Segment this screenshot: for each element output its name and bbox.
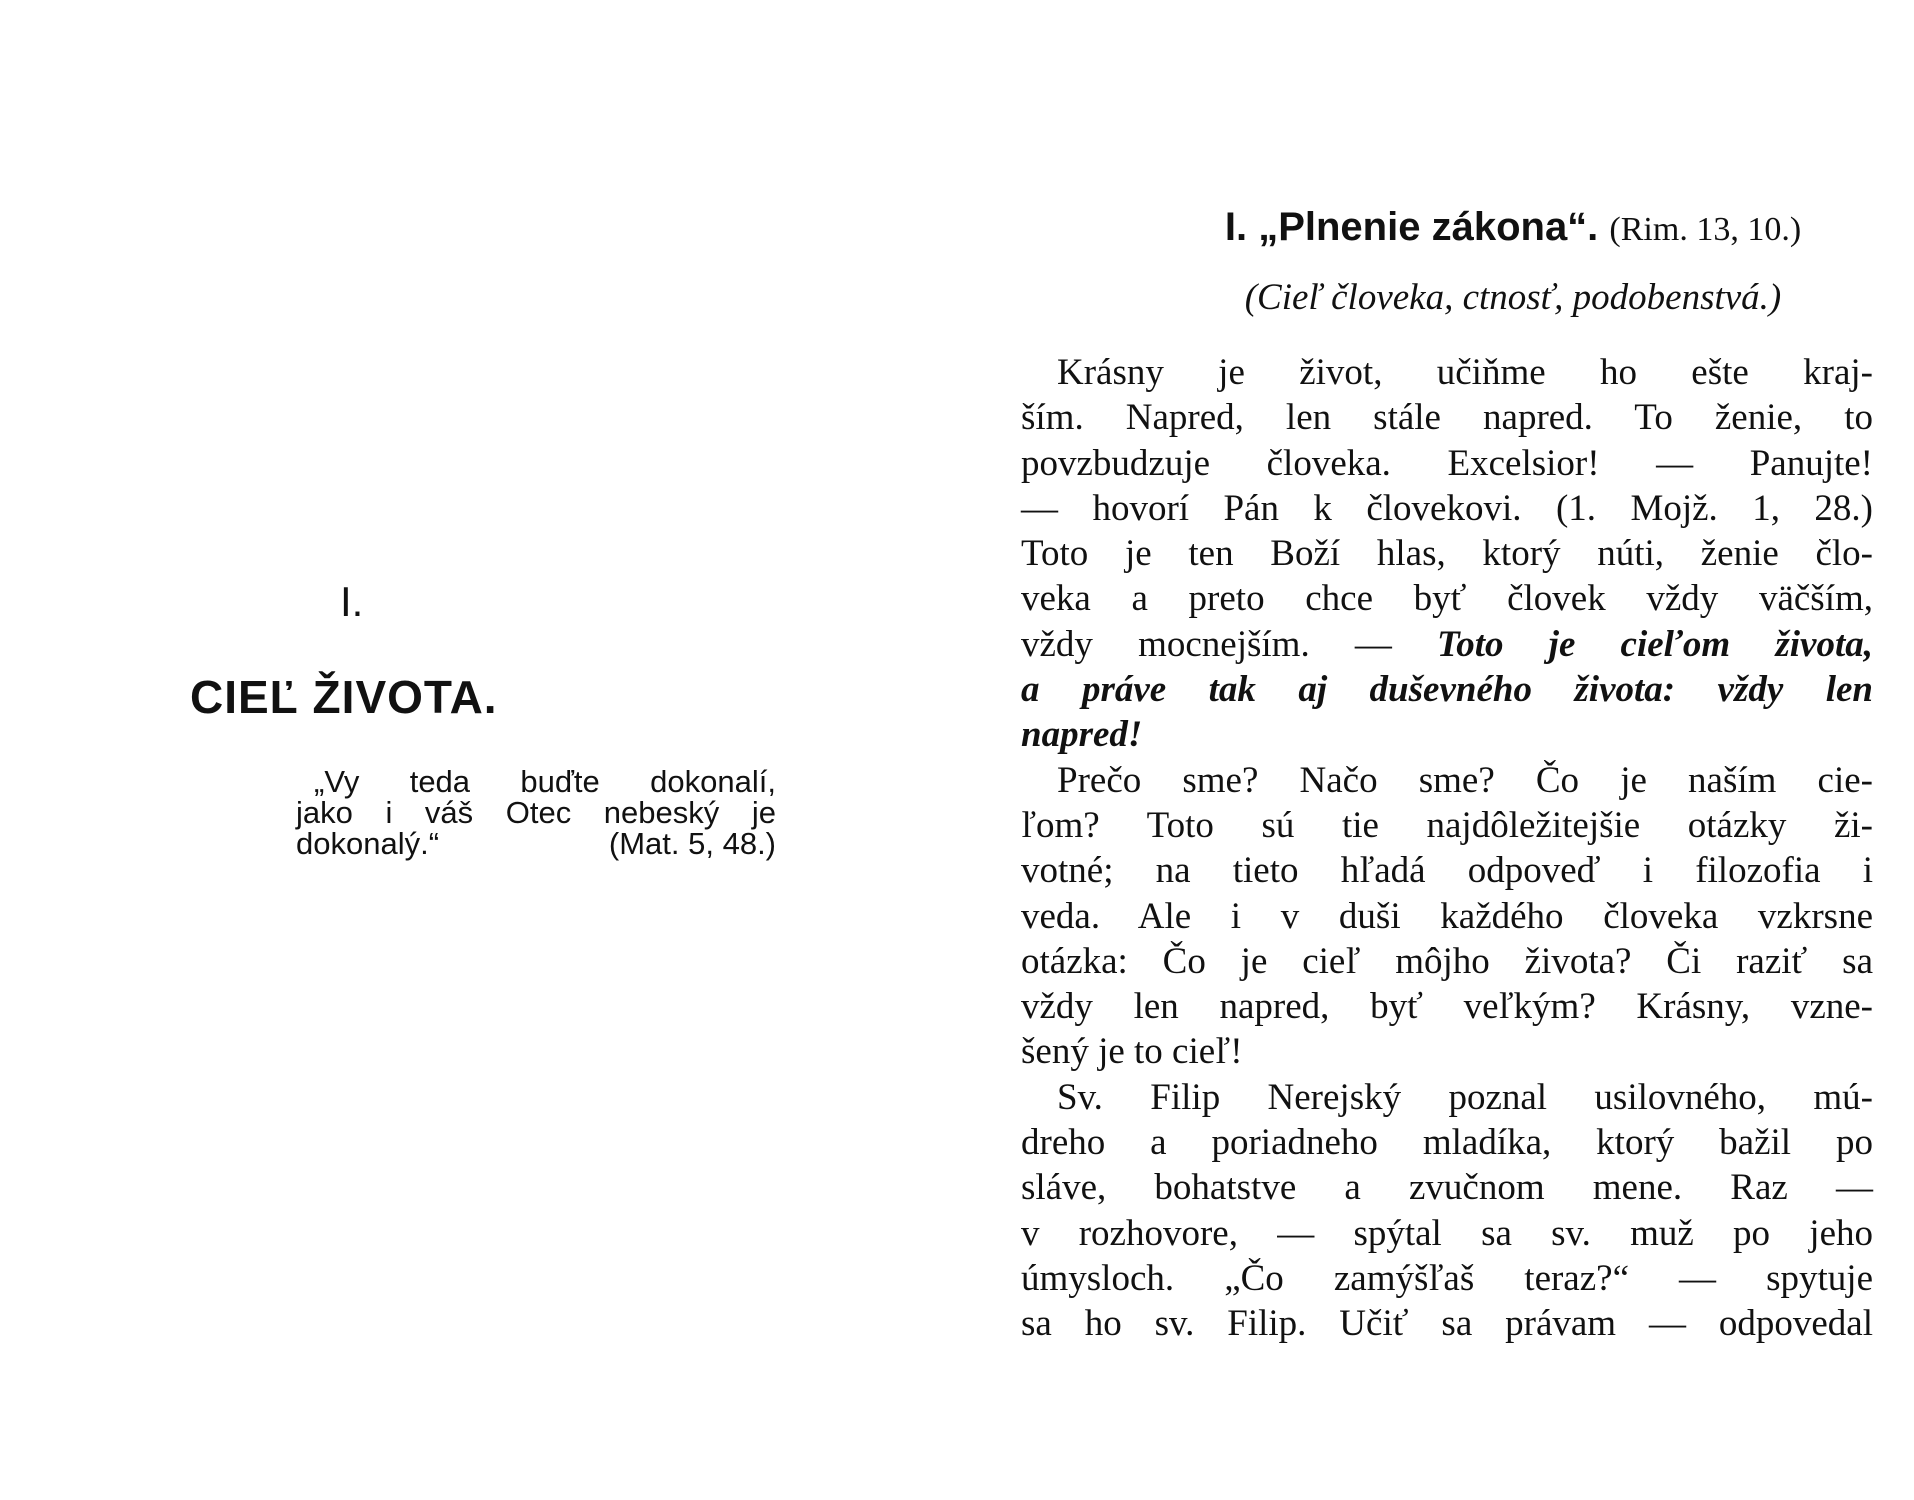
text-line: napred! xyxy=(1021,714,1143,756)
text-line: dreho a poriadneho mladíka, ktorý bažil po xyxy=(1021,1122,1873,1164)
text-line: ším. Napred, len stále napred. To ženie, to xyxy=(1021,397,1873,439)
motto-line-2: jako i váš Otec nebeský je xyxy=(296,795,776,830)
text-line: otázka: Čo je cieľ môjho života? Či raziť sa xyxy=(1021,940,1873,982)
text-line: vždy mocnejším. — Toto je cieľom života, xyxy=(1021,623,1873,665)
text-line: — hovorí Pán k človekovi. (1. Mojž. 1, 28.) xyxy=(1021,487,1873,529)
emphasis-text: Toto je cieľom života, xyxy=(1437,623,1873,665)
text-line: šený je to cieľ! xyxy=(1021,1031,1243,1073)
section-subtitle: (Cieľ človeka, ctnosť, podobenstvá.) xyxy=(1244,277,1782,318)
section-heading-title: I. „Plnenie zákona“. xyxy=(1224,205,1599,249)
text-line: veda. Ale i v duši každého človeka vzkrsne xyxy=(1021,895,1873,937)
text-line: veka a preto chce byť človek vždy väčším, xyxy=(1021,578,1873,620)
text-line: Prečo sme? Načo sme? Čo je naším cie- xyxy=(1057,759,1873,801)
text-line: Krásny je život, učiňme ho ešte kraj- xyxy=(1057,352,1873,393)
section-heading-reference: (Rim. 13, 10.) xyxy=(1609,211,1802,248)
text-line: Sv. Filip Nerejský poznal usilovného, mú- xyxy=(1057,1076,1873,1118)
text-line: votné; na tieto hľadá odpoveď i filozofia i xyxy=(1021,850,1873,892)
text-line: a práve tak aj duševného života: vždy len xyxy=(1021,669,1873,711)
text-line: povzbudzuje človeka. Excelsior! — Panujte! xyxy=(1021,442,1873,484)
text-line: ľom? Toto sú tie najdôležitejšie otázky ži- xyxy=(1021,804,1873,846)
text-line: sláve, bohatstve a zvučnom mene. Raz — xyxy=(1021,1167,1873,1209)
chapter-title: CIEĽ ŽIVOTA. xyxy=(190,671,498,723)
text-line: v rozhovore, — spýtal sa sv. muž po jeho xyxy=(1021,1212,1873,1254)
motto-quote xyxy=(296,766,776,859)
text-line: vždy len napred, byť veľkým? Krásny, vzne- xyxy=(1021,986,1873,1028)
body-text xyxy=(1021,350,1873,1347)
motto-reference: (Mat. 5, 48.) xyxy=(608,826,776,861)
text-line: Toto je ten Boží hlas, ktorý núti, ženie člo- xyxy=(1021,533,1873,575)
chapter-number: I. xyxy=(340,578,364,625)
text-line: úmysloch. „Čo zamýšľaš teraz?“ — spytuje xyxy=(1021,1257,1873,1299)
motto-line-3: dokonalý.“ (Mat. 5, 48.) xyxy=(296,826,776,861)
section-heading xyxy=(957,205,1914,250)
motto-line-1: „Vy teda buďte dokonalí, xyxy=(314,764,776,799)
text-line: sa ho sv. Filip. Učiť sa právam — odpovedal xyxy=(1021,1303,1873,1345)
